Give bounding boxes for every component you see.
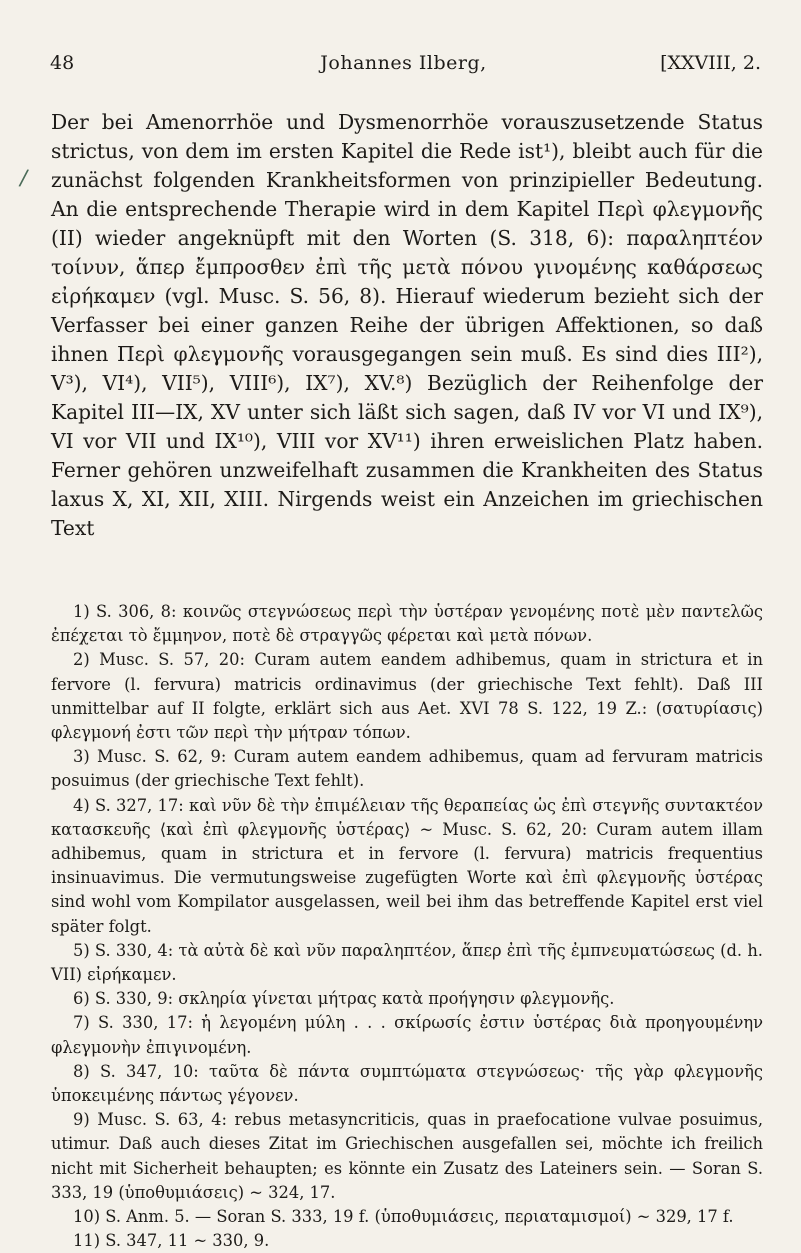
footnote-5: 5) S. 330, 4: τὰ αὐτὰ δὲ καὶ νῦν παραληπτέον, ἅπερ ἐπὶ τῆς ἐμπνευματώσεως (d. h. VII) εἰρήκαμεν. <box>51 940 763 985</box>
footnote-11: 11) S. 347, 11 ~ 330, 9. <box>73 1231 270 1251</box>
footnote-9: 9) Musc. S. 63, 4: rebus metasyncriticis, quas in praefocatione vulvae posuimus, utimur. Daß auch dieses Zitat im Griechischen ausgefallen sei, möchte ich freilich nicht mit Sicherheit behaupten; es könnte ein Zusatz des Lateiners sein. — Soran S. 333, 19 (ὑποθυμιάσεις) ~ 324, 17. <box>51 1110 763 1202</box>
footnote-1: 1) S. 306, 8: κοινῶς στεγνώσεως περὶ τὴν ὑστέραν γενομένης ποτὲ μὲν παντελῶς ἐπέχεται τὸ ἔμμηνον, ποτὲ δὲ στραγγῶς φέρεται καὶ μετὰ πόνων. <box>51 602 763 646</box>
page-number: 48 <box>50 52 75 74</box>
footnote-4: 4) S. 327, 17: καὶ νῦν δὲ τὴν ἐπιμέλειαν τῆς θεραπείας ὡς ἐπὶ στεγνῆς συντακτέον κατασκευῆς ⟨καὶ ἐπὶ φλεγμονῆς ὑστέρας⟩ ~ Musc. S. 62, 20: Curam autem illam adhibemus, quam in strictura et in fervore (l. fervura) matricis frequentius insinuavimus. Die vermutungsweise zugefügten Worte καὶ ἐπὶ φλεγμονῆς ὑστέρας sind wohl vom Kompilator ausgelassen, weil bei ihm das betreffende Kapitel erst viel später folgt. <box>51 795 763 936</box>
running-head-author: Johannes Ilberg, <box>320 52 487 74</box>
body-paragraph: Der bei Amenorrhöe und Dysmenorrhöe vorauszusetzende Status strictus, von dem im ersten Kapitel die Rede ist¹), bleibt auch für die zunächst folgenden Krankheitsformen von prinzipieller Bedeutung. An die entsprechende Therapie wird in dem Kapitel Περὶ φλεγμονῆς (II) wieder angeknüpft mit den Worten (S. 318, 6): παραληπτέον τοίνυν, ἅπερ ἔμπροσθεν ἐπὶ τῆς μετὰ πόνου γινομένης καθάρσεως εἰρήκαμεν (vgl. Musc. S. 56, 8). Hierauf wiederum bezieht sich der Verfasser bei einer ganzen Reihe der übrigen Affektionen, so daß ihnen Περὶ φλεγμονῆς vorausgegangen sein muß. Es sind dies III²), V³), VI⁴), VII⁵), VIII⁶), IX⁷), XV.⁸) Bezüglich der Reihenfolge der Kapitel III—IX, XV unter sich läßt sich sagen, daß IV vor VI und IX⁹), VI vor VII und IX¹⁰), VIII vor XV¹¹) ihren erweislichen Platz haben. Ferner gehören unzweifelhaft zusammen die Krankheiten des Status laxus X, XI, XII, XIII. Nirgends weist ein Anzeichen im griechischen Text <box>51 110 763 540</box>
volume-mark: [XXVIII, 2. <box>660 52 761 74</box>
main-text <box>51 108 763 543</box>
footnote-3: 3) Musc. S. 62, 9: Curam autem eandem adhibemus, quam ad fervuram matricis posuimus (der griechische Text fehlt). <box>51 747 763 791</box>
footnotes <box>51 600 763 1253</box>
running-header <box>46 52 761 82</box>
margin-pencil-mark: / <box>17 165 30 192</box>
footnote-2: 2) Musc. S. 57, 20: Curam autem eandem adhibemus, quam in strictura et in fervore (l. fervura) matricis ordinavimus (der griechische Text fehlt). Daß III unmittelbar auf II folgte, erklärt sich aus Aet. XVI 78 S. 122, 19 Z.: (σατυρίασις) φλεγμονή ἐστι τῶν περὶ τὴν μήτραν τόπων. <box>51 650 763 743</box>
footnote-10: 10) S. Anm. 5. — Soran S. 333, 19 f. (ὑποθυμιάσεις, περιαταμισμοί) ~ 329, 17 f. <box>73 1207 734 1227</box>
footnote-8: 8) S. 347, 10: ταῦτα δὲ πάντα συμπτώματα στεγνώσεως· τῆς γὰρ φλεγμονῆς ὑποκειμένης πάντως γέγονεν. <box>51 1061 763 1106</box>
footnote-6: 6) S. 330, 9: σκληρία γίνεται μήτρας κατὰ προήγησιν φλεγμονῆς. <box>73 989 615 1009</box>
footnote-7: 7) S. 330, 17: ἡ λεγομένη μύλη . . . σκίρωσίς ἐστιν ὑστέρας διὰ προηγουμένην φλεγμονὴν ἐπιγινομένη. <box>51 1013 763 1057</box>
